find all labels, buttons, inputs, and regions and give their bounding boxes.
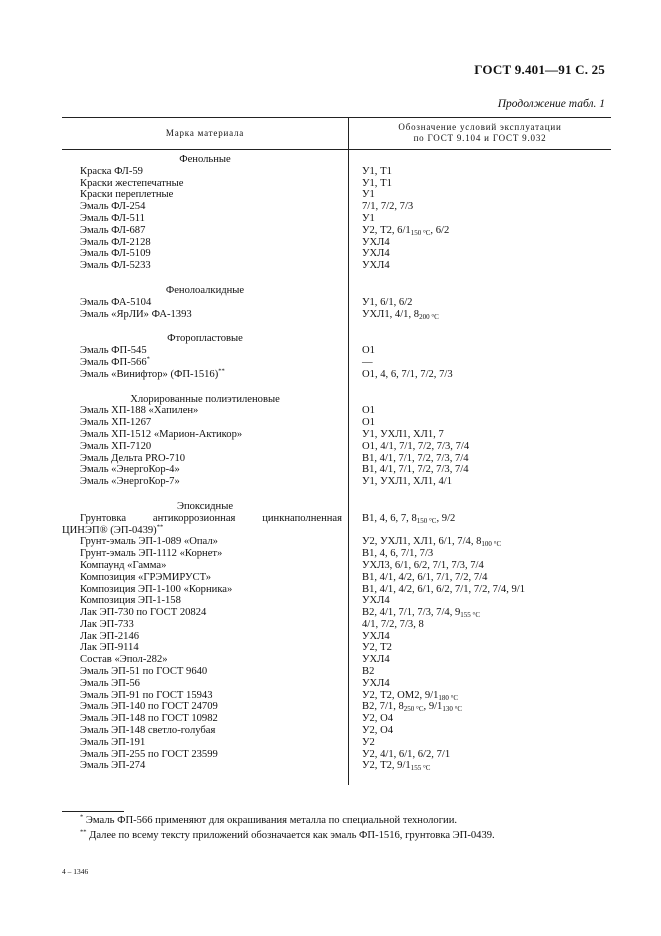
material-name-text: Эмаль ФП-566 [80,356,147,368]
material-name-text: Эмаль ФЛ-687 [80,224,146,236]
temperature-subscript: 150 °С [416,516,437,525]
table-row [0,248,661,260]
condition-text: В1, 4/1, 4/2, 6/1, 7/1, 7/2, 7/4 [362,571,488,583]
table-row [0,178,661,190]
material-name-text: Эмаль ЭП-140 по ГОСТ 24709 [80,701,218,713]
condition-text: У2, Т2, 9/1 [362,760,411,772]
material-name-text: Лак ЭП-733 [80,618,134,630]
material-name-text: Эмаль ХП-7120 [80,440,152,452]
table-row [0,441,661,453]
material-name [80,441,151,453]
temperature-subscript: 200 °С [419,312,439,321]
material-name [80,536,218,548]
condition-text: В2 [362,666,375,678]
condition-text: УХЛ4 [362,630,390,642]
condition-text-after: , 6/2 [430,224,450,236]
condition-cell [362,760,430,772]
material-name [80,595,181,607]
material-name-text: Эмаль ЭП-274 [80,760,146,772]
material-name [80,189,173,201]
material-name [80,357,150,369]
group-heading-row [0,394,661,406]
footnote-marker: ** [156,522,164,530]
table-row [0,166,661,178]
condition-cell [362,213,375,225]
condition-text: У1, УХЛ1, ХЛ1, 4/1 [362,476,452,488]
condition-cell [362,584,525,596]
condition-cell [362,417,375,429]
condition-cell [362,701,462,713]
material-name-text: Эмаль Дельта PRO-710 [80,452,186,464]
table-row [0,678,661,690]
table-row [0,237,661,249]
temperature-subscript: 100 °С [481,540,502,549]
condition-text: У2, Т2, ОМ2, 9/1 [362,689,439,701]
condition-text: О1, 4/1, 7/1, 7/2, 7/3, 7/4 [362,440,470,452]
table-row [0,595,661,607]
page-title: ГОСТ 9.401—91 С. 25 [474,62,605,77]
table-row [0,654,661,666]
condition-cell [362,248,390,260]
condition-cell [362,189,375,201]
material-name-text: Грунт-эмаль ЭП-1-089 «Опал» [80,536,218,548]
table-row [0,225,661,237]
condition-text: О1 [362,345,375,357]
condition-text: УХЛ3, 6/1, 6/2, 7/1, 7/3, 7/4 [362,559,484,571]
table-row [0,690,661,702]
material-name-text: Композиция «ГРЭМИРУСТ» [80,571,212,583]
footnote-2-text: Далее по всему тексту приложений обозначается как эмаль ФП-1516, грунтовка ЭП-0439. [89,830,495,841]
material-name [62,512,342,537]
condition-cell [362,513,455,525]
condition-text: В2, 7/1, 8 [362,701,404,713]
material-name [80,237,151,249]
condition-text: У2, О4 [362,713,394,725]
condition-text: 7/1, 7/2, 7/3 [362,201,414,213]
condition-cell [362,595,390,607]
group-heading-row [0,333,661,345]
condition-text: У1, Т1 [362,177,392,189]
condition-cell [362,619,424,631]
material-name-text: Эмаль ЭП-148 светло-голубая [80,725,216,737]
condition-cell [362,572,487,584]
material-name-text: Лак ЭП-730 по ГОСТ 20824 [80,607,207,619]
material-name [80,654,168,666]
table-row [0,213,661,225]
condition-cell [362,560,484,572]
footnote-1-text: Эмаль ФП-566 применяют для окрашивания металла по специальной технологии. [85,815,458,826]
table-row [0,405,661,417]
condition-cell [362,548,433,560]
condition-text: УХЛ4 [362,654,390,666]
table-row [0,536,661,548]
material-name-line1: Грунтовка антикоррозионная цинкнаполненная [80,512,342,524]
material-name-text: Эмаль ЭП-91 по ГОСТ 15943 [80,689,213,701]
condition-cell [362,441,469,453]
condition-text: УХЛ4 [362,595,390,607]
condition-text: У1 [362,189,375,201]
material-name-text: Эмаль ЭП-51 по ГОСТ 9640 [80,666,208,678]
condition-text: У1, 6/1, 6/2 [362,296,413,308]
footnote-2-mark: ** [80,828,87,836]
material-name [80,429,242,441]
temperature-subscript: 250 °С [403,705,424,714]
material-name-text: Краски переплетные [80,189,174,201]
material-name-line2 [62,522,342,537]
condition-text: УХЛ4 [362,677,390,689]
table-row [0,666,661,678]
condition-cell [362,536,501,548]
table-row [0,619,661,631]
material-name-text: Лак ЭП-9114 [80,642,139,654]
material-name [80,584,232,596]
footnote-marker: ** [218,367,225,375]
material-name [80,476,180,488]
material-name [80,713,218,725]
column-header-conditions [349,117,611,149]
table-row [0,513,661,537]
condition-text: В1, 4/1, 7/1, 7/2, 7/3, 7/4 [362,452,469,464]
material-name-text: Состав «Эпол-282» [80,654,168,666]
material-name [80,213,145,225]
condition-cell [362,725,393,737]
condition-cell [362,607,480,619]
condition-cell [362,357,373,369]
condition-cell [362,464,469,476]
material-name [80,369,225,381]
condition-text: У1 [362,212,375,224]
material-name-text: Эмаль ФЛ-511 [80,212,145,224]
table-row [0,189,661,201]
condition-cell [362,297,412,309]
condition-cell [362,678,390,690]
table-row [0,584,661,596]
column-header-conditions-line1: Обозначение условий эксплуатации [398,122,562,132]
table-row [0,260,661,272]
column-header-conditions-line2: по ГОСТ 9.104 и ГОСТ 9.032 [413,133,547,143]
condition-text: У2, Т2, 6/1 [362,224,411,236]
table-body [0,154,661,772]
table-row [0,369,661,381]
temperature-subscript: 155 °С [410,764,431,773]
material-name-text: Эмаль ЭП-148 по ГОСТ 10982 [80,713,218,725]
temperature-subscript: 180 °С [438,693,459,702]
material-name-text: Эмаль ЭП-56 [80,677,140,689]
material-name-text: Краски жестепечатные [80,177,184,189]
condition-cell [362,309,439,321]
condition-cell [362,429,444,441]
condition-text: У1, Т1 [362,165,392,177]
material-name-text: Композиция ЭП-1-100 «Корника» [80,583,233,595]
material-name-text: Эмаль ЭП-255 по ГОСТ 23599 [80,748,218,760]
condition-cell [362,631,390,643]
material-name [80,405,198,417]
condition-text: — [362,356,373,368]
material-name [80,749,218,761]
material-name-text: Эмаль «ЭнергоКор-4» [80,464,180,476]
temperature-subscript: 130 °С [442,705,463,714]
group-spacer [0,320,661,333]
condition-text-after: , 9/1 [423,701,443,713]
material-name-text: Эмаль ФЛ-254 [80,201,146,213]
group-heading-row [0,154,661,166]
material-name-text: Эмаль ФЛ-5233 [80,260,151,272]
table-row [0,760,661,772]
material-name-text: Композиция ЭП-1-158 [80,595,181,607]
group-heading: Фторопластовые [167,333,243,345]
condition-cell [362,476,452,488]
condition-text: О1, 4, 6, 7/1, 7/2, 7/3 [362,368,453,380]
condition-cell [362,237,390,249]
footnote-2 [80,830,495,842]
material-name-text: Эмаль ФП-545 [80,345,147,357]
table-row [0,631,661,643]
material-name-text: Лак ЭП-2146 [80,630,140,642]
column-header-material: Марка материала [165,127,245,138]
footnote-1 [80,815,457,827]
material-name [80,678,140,690]
table-row [0,429,661,441]
group-heading: Хлорированные полиэтиленовые [130,393,280,405]
material-name-text: Компаунд «Гамма» [80,559,167,571]
condition-text: У2, О4 [362,725,394,737]
material-name-text: Эмаль ХП-188 «Хапилен» [80,405,199,417]
table-continuation-label: Продолжение табл. 1 [497,98,605,110]
footnote-marker: * [146,355,150,363]
table-row [0,725,661,737]
condition-text: В1, 4/1, 7/1, 7/2, 7/3, 7/4 [362,464,469,476]
material-name-text: Эмаль «ЯрЛИ» ФА-1393 [80,308,192,320]
material-name [80,572,211,584]
condition-text: У2, УХЛ1, ХЛ1, 6/1, 7/4, 8 [362,536,482,548]
material-name [80,560,166,572]
material-name [80,619,134,631]
condition-cell [362,690,458,702]
material-name-text: Эмаль ФА-5104 [80,296,152,308]
condition-text-after: , 9/2 [436,512,456,524]
material-name-text: Эмаль ЭП-191 [80,736,146,748]
group-heading: Фенолоалкидные [165,284,245,296]
material-name [80,631,139,643]
condition-cell [362,453,469,465]
table-row [0,548,661,560]
material-name [80,417,151,429]
condition-text: УХЛ1, 4/1, 8 [362,308,420,320]
material-name-text: Эмаль ХП-1267 [80,417,152,429]
material-name-text: Эмаль ФЛ-5109 [80,248,151,260]
condition-cell [362,345,375,357]
material-name [80,690,213,702]
condition-cell [362,369,453,381]
condition-text: О1 [362,405,375,417]
material-name-text: Эмаль ХП-1512 «Марион-Актикор» [80,428,243,440]
condition-text: В1, 4/1, 4/2, 6/1, 6/2, 7/1, 7/2, 7/4, 9/1 [362,583,526,595]
group-spacer [0,381,661,394]
material-name [80,225,145,237]
condition-text: У2 [362,736,375,748]
material-name [80,260,151,272]
table-row [0,417,661,429]
table-row [0,464,661,476]
material-name-text: Эмаль «ЭнергоКор-7» [80,476,180,488]
table-row [0,309,661,321]
table-row [0,749,661,761]
material-name [80,309,192,321]
condition-cell [362,654,390,666]
footnote-1-mark: * [80,813,84,821]
table-row [0,453,661,465]
material-name [80,607,206,619]
condition-cell [362,713,393,725]
condition-cell [362,405,375,417]
temperature-subscript: 150 °С [410,228,431,237]
condition-cell [362,178,392,190]
table-row [0,642,661,654]
condition-text: В1, 4, 6, 7/1, 7/3 [362,548,434,560]
table-row [0,701,661,713]
condition-text: У2, Т2 [362,642,392,654]
material-name [80,201,145,213]
condition-text: УХЛ4 [362,260,390,272]
table-row [0,713,661,725]
material-name-text: Эмаль «Винифтор» (ФП-1516) [80,368,219,380]
group-heading: Эпоксидные [176,500,234,512]
material-name [80,760,145,772]
table-row [0,476,661,488]
material-name-line2-text: ЦИНЭП® (ЭП-0439) [62,524,157,536]
condition-text: УХЛ4 [362,236,390,248]
condition-text: 4/1, 7/2, 7/3, 8 [362,618,424,630]
condition-cell [362,225,449,237]
condition-text: УХЛ4 [362,248,390,260]
condition-cell [362,666,374,678]
table-row [0,297,661,309]
table-row [0,737,661,749]
material-name [80,642,139,654]
material-name [80,725,215,737]
material-name [80,178,183,190]
material-name-text: Эмаль ФЛ-2128 [80,236,151,248]
table-row [0,560,661,572]
group-spacer [0,488,661,501]
material-name-text: Грунт-эмаль ЭП-1112 «Корнет» [80,548,223,560]
condition-text: О1 [362,417,375,429]
material-name [80,737,145,749]
material-name [80,297,151,309]
table-row [0,572,661,584]
group-heading-row [0,501,661,513]
material-name [80,548,222,560]
table-header-rule [62,149,611,150]
condition-cell [362,642,392,654]
material-name [80,166,143,178]
group-heading-row [0,285,661,297]
footnote-rule [62,811,124,812]
condition-text: В1, 4, 6, 7, 8 [362,512,417,524]
table-row [0,201,661,213]
condition-cell [362,166,392,178]
material-name [80,701,218,713]
condition-text: У2, 4/1, 6/1, 6/2, 7/1 [362,748,451,760]
group-heading: Фенольные [179,154,231,165]
material-name-text: Краска ФЛ-59 [80,165,143,177]
condition-text: В2, 4/1, 7/1, 7/3, 7/4, 9 [362,607,461,619]
material-name [80,464,180,476]
print-mark: 4 – 1346 [62,867,89,876]
table-row [0,607,661,619]
condition-text: У1, УХЛ1, ХЛ1, 7 [362,428,444,440]
condition-cell [362,260,390,272]
material-name [80,345,147,357]
material-name [80,248,151,260]
table-row [0,345,661,357]
condition-cell [362,749,450,761]
condition-cell [362,737,375,749]
table-row [0,357,661,369]
condition-cell [362,201,413,213]
temperature-subscript: 155 °С [460,611,481,620]
group-spacer [0,272,661,285]
material-name [80,666,207,678]
material-name [80,453,185,465]
